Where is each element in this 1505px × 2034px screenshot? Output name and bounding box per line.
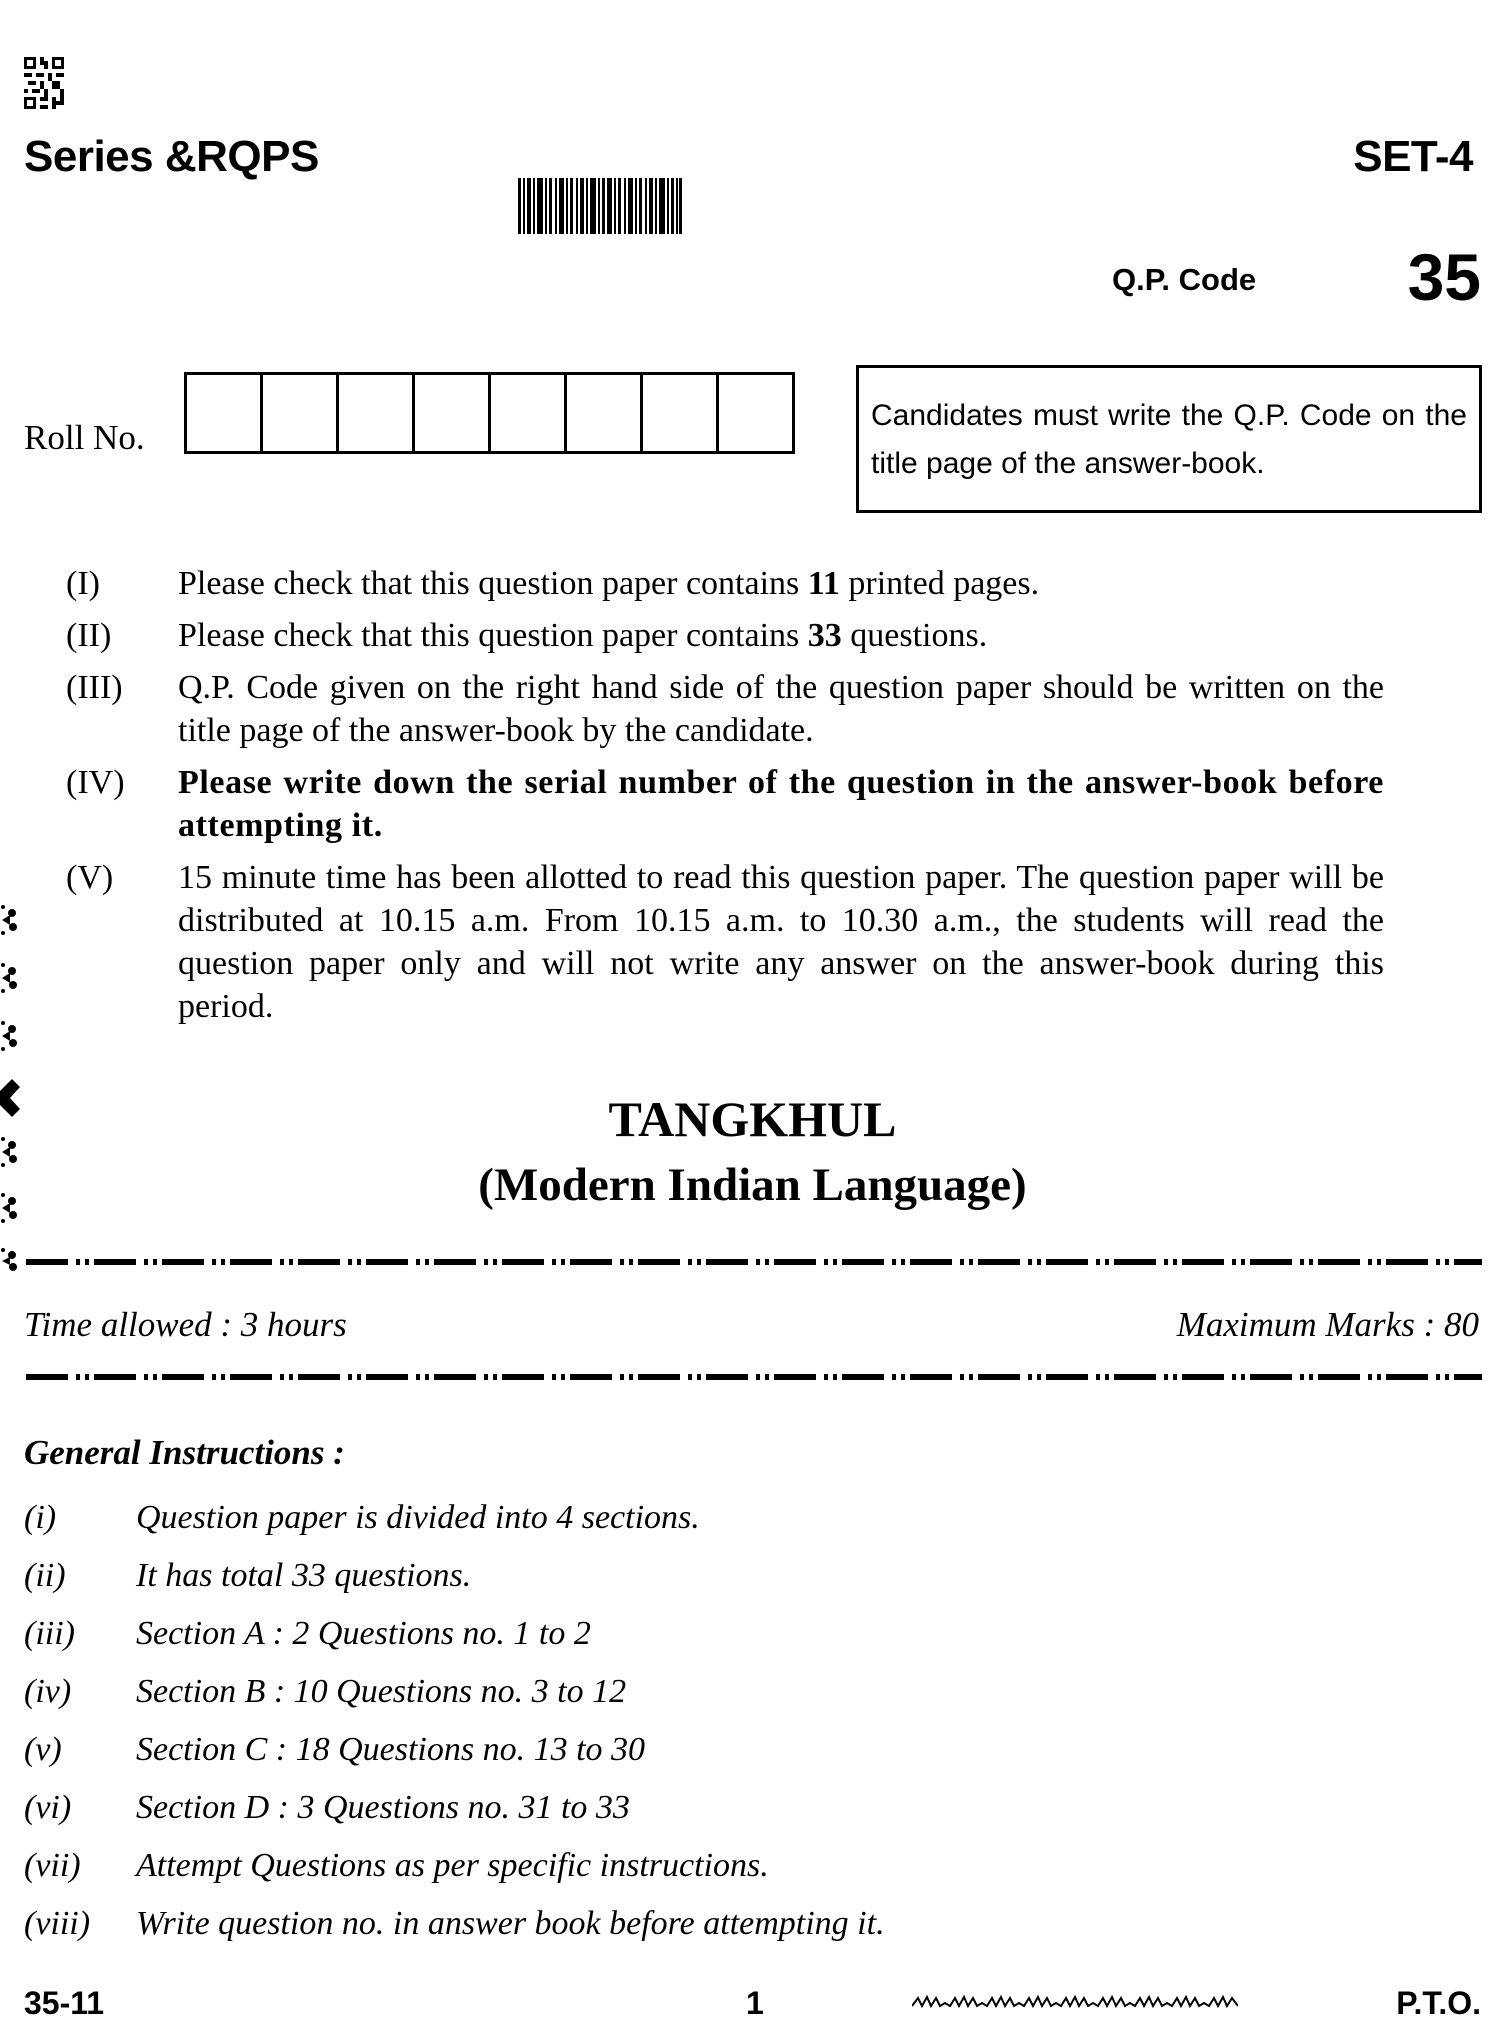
footer-page-number: 1	[746, 1985, 764, 2021]
instruction-item	[66, 761, 1384, 847]
footer-paper-code: 35-11	[24, 1985, 105, 2021]
candidate-notice-box: Candidates must write the Q.P. Code on the title page of the answer-book.	[856, 365, 1482, 513]
roll-no-label: Roll No.	[24, 418, 145, 457]
roll-no-box[interactable]	[415, 375, 491, 451]
barcode-icon	[518, 178, 682, 234]
series-label: Series &RQPS	[24, 132, 319, 181]
item-number: (viii)	[24, 1905, 91, 1942]
item-number: (v)	[24, 1731, 62, 1768]
cut-mark-ornament-icon	[0, 893, 22, 1273]
general-instruction-item	[24, 1612, 885, 1670]
instruction-text-part: printed pages.	[839, 565, 1040, 602]
qp-code-label: Q.P. Code	[1112, 262, 1257, 297]
roll-no-box[interactable]	[187, 375, 263, 451]
instruction-text	[178, 562, 1384, 605]
maximum-marks: Maximum Marks : 80	[1176, 1305, 1479, 1344]
item-number: (iv)	[24, 1673, 72, 1710]
item-number: (i)	[24, 1499, 57, 1536]
instruction-item	[66, 614, 1384, 657]
general-instruction-item	[24, 1554, 885, 1612]
instruction-text-part: Please check that this question paper contains	[178, 617, 808, 654]
general-instruction-item	[24, 1786, 885, 1844]
item-text: Section A : 2 Questions no. 1 to 2	[136, 1615, 591, 1652]
roll-no-box[interactable]	[567, 375, 643, 451]
general-instruction-item	[24, 1670, 885, 1728]
footer-pto: P.T.O.	[1396, 1985, 1481, 2021]
item-number: (vi)	[24, 1789, 72, 1826]
instruction-text: Please write down the serial number of the question in the answer-book before attempting it.	[178, 764, 1384, 844]
time-allowed: Time allowed : 3 hours	[24, 1305, 347, 1344]
general-instruction-item	[24, 1496, 885, 1554]
general-instruction-item	[24, 1728, 885, 1786]
item-text: Write question no. in answer book before attempting it.	[136, 1905, 885, 1942]
instruction-text-bold: 33	[807, 617, 842, 654]
instruction-text: 15 minute time has been allotted to read this question paper. The question paper will be distributed at 10.15 a.m. From 10.15 a.m. to 10.30 a.m., the students will read the question paper only and will not write any answer on the answer-book during this period.	[178, 859, 1384, 1025]
qp-code-value: 35	[1407, 240, 1481, 314]
roll-no-box[interactable]	[719, 375, 792, 451]
instruction-number: (III)	[66, 669, 123, 706]
item-text: Attempt Questions as per specific instructions.	[136, 1847, 769, 1884]
item-number: (ii)	[24, 1557, 66, 1594]
qr-code-icon	[24, 57, 64, 109]
instruction-item	[66, 856, 1384, 1028]
roll-no-box[interactable]	[491, 375, 567, 451]
general-instruction-item	[24, 1902, 885, 1960]
instruction-number: (II)	[66, 617, 112, 654]
instruction-number: (I)	[66, 565, 100, 602]
item-text: Section B : 10 Questions no. 3 to 12	[136, 1673, 627, 1710]
item-text: Section C : 18 Questions no. 13 to 30	[136, 1731, 646, 1768]
subject-subtitle: (Modern Indian Language)	[478, 1159, 1027, 1211]
instruction-item	[66, 562, 1384, 605]
item-text: Section D : 3 Questions no. 31 to 33	[136, 1789, 630, 1826]
item-number: (vii)	[24, 1847, 81, 1884]
item-text: Question paper is divided into 4 sections.	[136, 1499, 700, 1536]
instruction-text-part: questions.	[841, 617, 988, 654]
dash-dot-divider	[26, 1373, 1482, 1381]
subject-title: TANGKHUL	[608, 1091, 897, 1147]
instruction-text	[178, 614, 1384, 657]
dash-dot-divider	[26, 1258, 1482, 1266]
instruction-number: (V)	[66, 859, 114, 896]
item-number: (iii)	[24, 1615, 75, 1652]
roll-no-box[interactable]	[643, 375, 719, 451]
item-text: It has total 33 questions.	[136, 1557, 472, 1594]
roll-no-box[interactable]	[263, 375, 339, 451]
instruction-item	[66, 666, 1384, 752]
instruction-number: (IV)	[66, 764, 125, 801]
set-label: SET-4	[1353, 132, 1473, 181]
instruction-text-bold: 11	[807, 565, 840, 602]
instruction-text-part: Please check that this question paper contains	[178, 565, 808, 602]
roll-no-box[interactable]	[339, 375, 415, 451]
general-instructions-list	[24, 1496, 885, 1960]
instruction-text: Q.P. Code given on the right hand side of the question paper should be written on the title page of the answer-book by the candidate.	[178, 669, 1384, 749]
roll-no-boxes[interactable]	[184, 372, 795, 454]
wavy-line-icon	[912, 1994, 1238, 2010]
top-instructions	[66, 562, 1384, 1037]
general-instruction-item	[24, 1844, 885, 1902]
general-instructions-heading: General Instructions :	[24, 1433, 345, 1472]
